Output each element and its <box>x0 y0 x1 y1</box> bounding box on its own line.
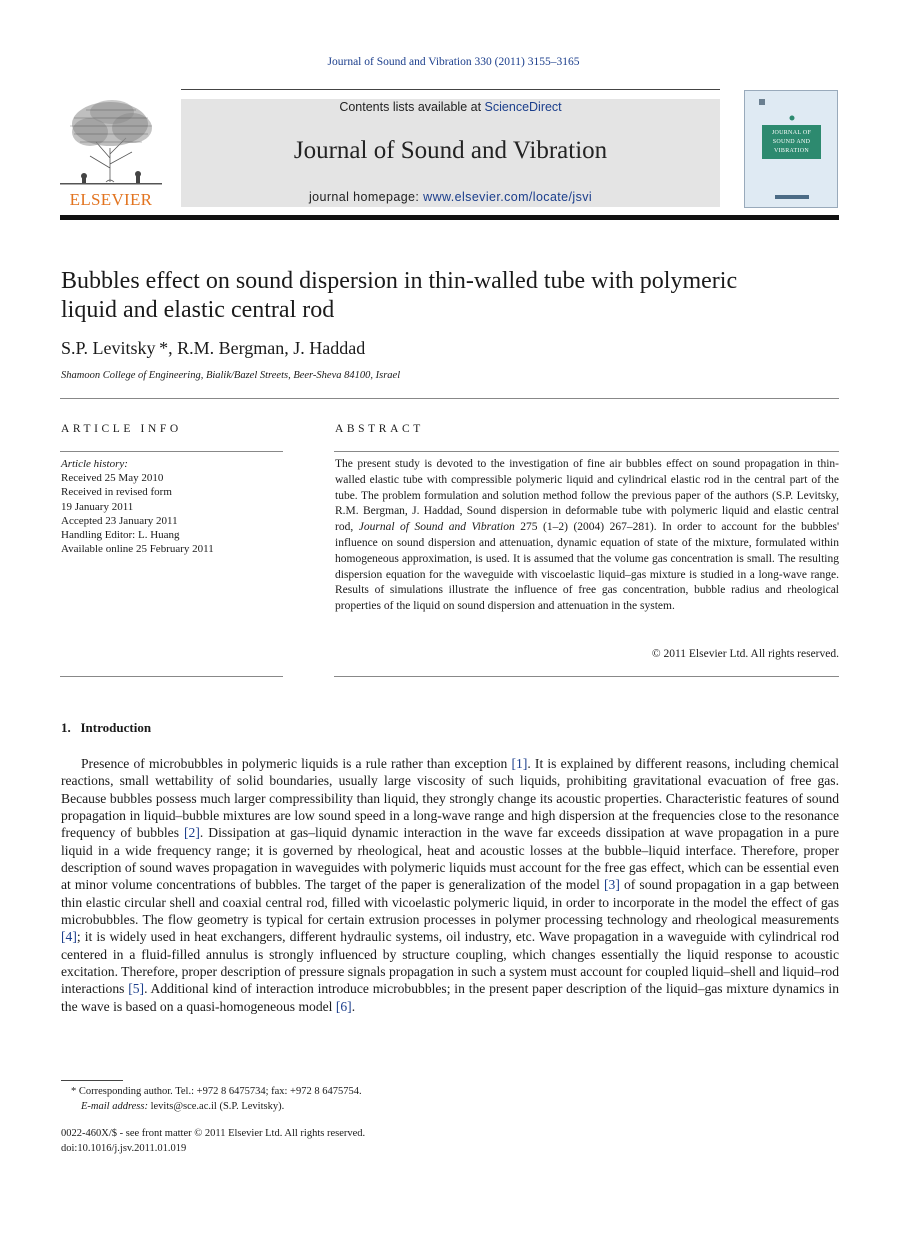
citation-link[interactable]: [1] <box>511 756 528 771</box>
doi-link[interactable]: doi:10.1016/j.jsv.2011.01.019 <box>61 1143 187 1154</box>
corresponding-author-note: * Corresponding author. Tel.: +972 8 6475734; fax: +972 8 6475754. <box>71 1086 362 1097</box>
homepage-link[interactable]: www.elsevier.com/locate/jsvi <box>423 190 593 204</box>
text-run: of sound propagation in a gap between thin elastic circular shell and coaxial central rod, filled with vicoelastic polymeric liquid, in order to incorporate in the model the effect of gas microbubbles. The flow geometry is typical for certain extrusion processes in polymer processing technology and rheological measurements <box>61 877 839 928</box>
article-history <box>61 457 214 556</box>
text-run: . Additional kind of interaction introduce microbubbles; in the present paper description of the liquid–gas mixture dynamics in the wave is based on a quasi-homogeneous model <box>61 981 839 1014</box>
text-run: . <box>351 998 356 1014</box>
introduction-body <box>61 755 839 1015</box>
citation-link[interactable]: [2] <box>184 825 200 841</box>
authors[interactable]: S.P. Levitsky *, R.M. Bergman, J. Haddad <box>61 338 366 358</box>
homepage-line <box>181 190 720 204</box>
citation-link[interactable]: [3] <box>604 877 620 893</box>
front-matter <box>61 1126 365 1156</box>
divider <box>334 451 839 452</box>
issn-line: 0022-460X/$ - see front matter © 2011 Elsevier Ltd. All rights reserved. <box>61 1128 366 1139</box>
history-label: Article history: <box>61 458 128 470</box>
abstract-heading: ABSTRACT <box>335 423 424 435</box>
history-line: Handling Editor: L. Huang <box>61 529 180 542</box>
contents-prefix: Contents lists available at <box>339 100 482 114</box>
cover-title: JOURNAL OF SOUND AND VIBRATION <box>762 125 821 159</box>
banner-rule <box>181 89 720 90</box>
history-line: Received 25 May 2010 <box>61 472 164 485</box>
text-run: Presence of microbubbles in polymeric liquids is a rule rather than exception <box>81 756 512 771</box>
paragraph <box>61 755 839 1015</box>
history-line: Accepted 23 January 2011 <box>61 514 178 527</box>
divider <box>60 676 283 677</box>
citation-link[interactable]: [4] <box>61 929 77 945</box>
email-note <box>61 1099 362 1114</box>
history-line: 19 January 2011 <box>61 500 134 513</box>
section-heading: 1. Introduction <box>61 720 152 735</box>
divider <box>60 398 839 399</box>
elsevier-wordmark: ELSEVIER <box>69 190 153 209</box>
abstract-part: 275 (1–2) (2004) 267–281). In order to account for the bubbles' influence on sound dispersion and attenuation, dynamic equation of state of the mixture, formulated within homogeneous approximation, is used. It is assumed that the volume gas concentration is small. The resulting dispersion equation for the waveguide with viscoelastic liquid–gas mixture is studied in a long-wave range. Results of simulations illustrate the influence of free gas concentration, bubble radius and rheological properties of the liquid on sound dispersion and attenuation in the system. <box>335 521 840 613</box>
running-head[interactable]: Journal of Sound and Vibration 330 (2011) 3155–3165 <box>327 56 580 68</box>
history-line: Received in revised form <box>61 486 172 499</box>
text-run: ; it is widely used in heat exchangers, different hydraulic systems, oil industry, etc. Wave propagation in a waveguide with cylindrical rod centered in a fluid-filled annulus is strongly influenced by structure coupling, which changes essentially the liquid response to acoustic excitation. Therefore, proper description of pressure signals propagation in such a system must account for coupled liquid–shell and liquid–rod interactions <box>61 929 839 997</box>
text-run: . Dissipation at gas–liquid dynamic interaction in the wave far exceeds dissipation at wave propagation in a pure liquid in a wide frequency range; it is governed by rheological, heat and acoustic losses at the bubble–liquid interface. Therefore, proper description of sound waves propagation in waveguides with polymeric liquids must account for the free gas effect, which can be essential even at minor volume concentrations of bubbles. The target of the paper is generalization of the model <box>61 825 839 893</box>
header-rule <box>60 215 839 220</box>
abstract-copyright: © 2011 Elsevier Ltd. All rights reserved. <box>651 648 839 660</box>
email-link[interactable]: levits@sce.ac.il (S.P. Levitsky). <box>150 1101 285 1112</box>
footnotes <box>61 1084 362 1114</box>
divider <box>60 451 283 452</box>
elsevier-logo[interactable] <box>60 98 162 210</box>
citation-link[interactable]: [5] <box>128 981 145 997</box>
article-title: Bubbles effect on sound dispersion in thin-walled tube with polymeric liquid and elastic central rod <box>61 268 738 323</box>
sciencedirect-link[interactable]: ScienceDirect <box>484 100 562 114</box>
affiliation: Shamoon College of Engineering, Bialik/Bazel Streets, Beer-Sheva 84100, Israel <box>61 370 401 381</box>
journal-banner <box>181 99 720 207</box>
journal-cover[interactable] <box>744 90 838 208</box>
elsevier-tree-icon <box>60 98 162 186</box>
article-info-heading: ARTICLE INFO <box>61 423 182 435</box>
homepage-prefix: journal homepage: <box>308 190 420 204</box>
text-run: . It is explained by different reasons, including chemical reactions, small wettability of solid boundaries, usually large viscosity of such liquids, prohibiting gravitational evacuation of free gas. Because bubbles possess much larger compressibility than liquid, they strongly change its acoustic properties. Characteristic features of sound propagation in liquid–bubble mixtures are low sound speed in a long-wave range and high dispersion at the frequencies close to the resonance frequency of bubbles <box>61 756 840 841</box>
abstract-journal-ref: Journal of Sound and Vibration <box>358 521 515 534</box>
contents-line <box>181 100 720 114</box>
abstract-part: The present study is devoted to the investigation of fine air bubbles effect on sound propagation in thin-walled elastic tube with compressible polymeric liquid and cylindrical elastic rod in the central part of the tube. The problem formulation and solution method follow the previous paper of the authors (S.P. Levitsky, R.M. Bergman, J. Haddad, Sound dispersion in deformable tube with polymeric liquid and elastic central rod, <box>335 458 839 534</box>
citation-link[interactable]: [6] <box>335 998 352 1014</box>
abstract-text <box>335 457 839 615</box>
journal-name: Journal of Sound and Vibration <box>293 137 608 164</box>
email-label: E-mail address: <box>81 1101 148 1112</box>
footnote-rule <box>61 1080 123 1081</box>
history-line: Available online 25 February 2011 <box>61 543 214 556</box>
divider <box>334 676 839 677</box>
